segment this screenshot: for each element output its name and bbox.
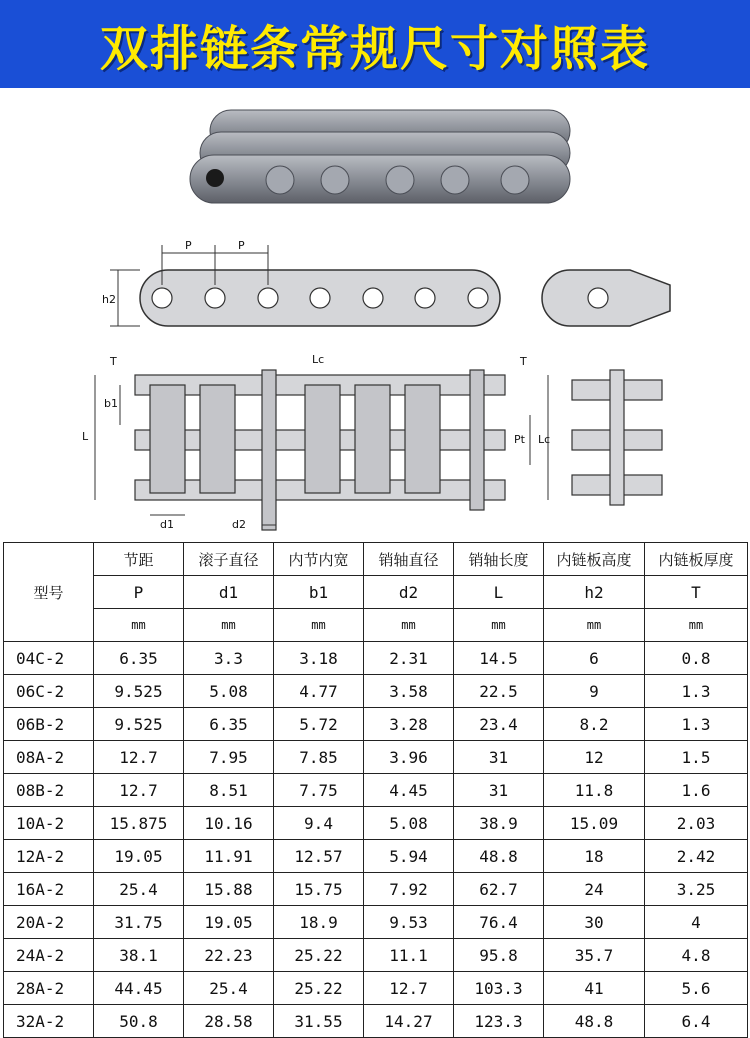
value-cell: 12.7	[364, 972, 454, 1005]
value-cell: 30	[544, 906, 645, 939]
label-b1: b1	[104, 397, 118, 410]
value-cell: 1.5	[645, 741, 748, 774]
value-cell: 7.85	[274, 741, 364, 774]
value-cell: 4	[645, 906, 748, 939]
value-cell: 3.28	[364, 708, 454, 741]
label-t-right: T	[520, 355, 527, 368]
col-symbol: P	[94, 576, 184, 609]
value-cell: 9.53	[364, 906, 454, 939]
table-row	[4, 675, 748, 708]
value-cell: 11.1	[364, 939, 454, 972]
model-cell: 32A-2	[4, 1005, 94, 1038]
col-symbol: h2	[544, 576, 645, 609]
col-unit: mm	[274, 609, 364, 642]
value-cell: 12.7	[94, 741, 184, 774]
value-cell: 6	[544, 642, 645, 675]
chain-photo	[170, 100, 590, 220]
table-row	[4, 840, 748, 873]
value-cell: 4.8	[645, 939, 748, 972]
value-cell: 25.22	[274, 972, 364, 1005]
value-cell: 76.4	[454, 906, 544, 939]
col-unit: mm	[364, 609, 454, 642]
value-cell: 5.94	[364, 840, 454, 873]
value-cell: 4.77	[274, 675, 364, 708]
value-cell: 95.8	[454, 939, 544, 972]
value-cell: 25.4	[184, 972, 274, 1005]
value-cell: 14.27	[364, 1005, 454, 1038]
col-name: 滚子直径	[184, 543, 274, 576]
value-cell: 38.1	[94, 939, 184, 972]
col-symbol: L	[454, 576, 544, 609]
value-cell: 25.4	[94, 873, 184, 906]
col-name: 节距	[94, 543, 184, 576]
value-cell: 9.525	[94, 675, 184, 708]
value-cell: 6.35	[184, 708, 274, 741]
header-name-row	[4, 543, 748, 576]
header-unit-row	[4, 609, 748, 642]
table-row	[4, 939, 748, 972]
header-symbol-row	[4, 576, 748, 609]
value-cell: 38.9	[454, 807, 544, 840]
col-symbol: d2	[364, 576, 454, 609]
value-cell: 7.92	[364, 873, 454, 906]
col-symbol: d1	[184, 576, 274, 609]
value-cell: 9.525	[94, 708, 184, 741]
value-cell: 3.96	[364, 741, 454, 774]
value-cell: 25.22	[274, 939, 364, 972]
title-banner	[0, 0, 750, 88]
value-cell: 48.8	[454, 840, 544, 873]
model-cell: 06C-2	[4, 675, 94, 708]
value-cell: 15.875	[94, 807, 184, 840]
value-cell: 22.23	[184, 939, 274, 972]
value-cell: 6.4	[645, 1005, 748, 1038]
table-row	[4, 807, 748, 840]
value-cell: 18.9	[274, 906, 364, 939]
value-cell: 1.6	[645, 774, 748, 807]
model-cell: 12A-2	[4, 840, 94, 873]
label-t-left: T	[110, 355, 117, 368]
value-cell: 18	[544, 840, 645, 873]
table-row	[4, 873, 748, 906]
label-p2: P	[238, 239, 245, 252]
model-cell: 06B-2	[4, 708, 94, 741]
col-unit: mm	[184, 609, 274, 642]
value-cell: 11.8	[544, 774, 645, 807]
value-cell: 31	[454, 741, 544, 774]
value-cell: 3.25	[645, 873, 748, 906]
model-cell: 10A-2	[4, 807, 94, 840]
page-title: 双排链条常规尺寸对照表	[99, 20, 650, 77]
value-cell: 3.58	[364, 675, 454, 708]
value-cell: 31	[454, 774, 544, 807]
value-cell: 103.3	[454, 972, 544, 1005]
col-symbol: b1	[274, 576, 364, 609]
table-row	[4, 906, 748, 939]
table-row	[4, 774, 748, 807]
value-cell: 14.5	[454, 642, 544, 675]
value-cell: 2.03	[645, 807, 748, 840]
label-l: L	[82, 430, 89, 443]
value-cell: 10.16	[184, 807, 274, 840]
value-cell: 31.55	[274, 1005, 364, 1038]
table-row	[4, 708, 748, 741]
value-cell: 22.5	[454, 675, 544, 708]
value-cell: 5.08	[364, 807, 454, 840]
label-p1: P	[185, 239, 192, 252]
value-cell: 9.4	[274, 807, 364, 840]
table-row	[4, 1005, 748, 1038]
label-pt: Pt	[514, 433, 525, 446]
value-cell: 5.72	[274, 708, 364, 741]
table-row	[4, 741, 748, 774]
label-lc1: Lc	[312, 353, 325, 366]
value-cell: 0.8	[645, 642, 748, 675]
model-cell: 08A-2	[4, 741, 94, 774]
dimension-table-wrapper	[3, 542, 747, 1036]
value-cell: 19.05	[184, 906, 274, 939]
value-cell: 31.75	[94, 906, 184, 939]
col-name: 内链板高度	[544, 543, 645, 576]
col-name: 内链板厚度	[645, 543, 748, 576]
value-cell: 28.58	[184, 1005, 274, 1038]
label-d2: d2	[232, 518, 246, 531]
col-unit: mm	[94, 609, 184, 642]
value-cell: 41	[544, 972, 645, 1005]
value-cell: 8.2	[544, 708, 645, 741]
value-cell: 123.3	[454, 1005, 544, 1038]
col-unit: mm	[645, 609, 748, 642]
col-unit: mm	[454, 609, 544, 642]
value-cell: 23.4	[454, 708, 544, 741]
value-cell: 1.3	[645, 708, 748, 741]
value-cell: 62.7	[454, 873, 544, 906]
model-cell: 04C-2	[4, 642, 94, 675]
value-cell: 3.18	[274, 642, 364, 675]
label-d1: d1	[160, 518, 174, 531]
model-cell: 16A-2	[4, 873, 94, 906]
model-cell: 20A-2	[4, 906, 94, 939]
dimension-table	[3, 542, 748, 1038]
value-cell: 2.42	[645, 840, 748, 873]
value-cell: 11.91	[184, 840, 274, 873]
model-cell: 24A-2	[4, 939, 94, 972]
label-h2: h2	[102, 293, 116, 306]
label-lc2: Lc	[538, 433, 551, 446]
value-cell: 48.8	[544, 1005, 645, 1038]
value-cell: 15.09	[544, 807, 645, 840]
value-cell: 15.88	[184, 873, 274, 906]
value-cell: 50.8	[94, 1005, 184, 1038]
value-cell: 5.6	[645, 972, 748, 1005]
value-cell: 4.45	[364, 774, 454, 807]
col-name: 内节内宽	[274, 543, 364, 576]
value-cell: 19.05	[94, 840, 184, 873]
value-cell: 44.45	[94, 972, 184, 1005]
value-cell: 7.75	[274, 774, 364, 807]
model-header: 型号	[4, 543, 94, 642]
value-cell: 3.3	[184, 642, 274, 675]
value-cell: 15.75	[274, 873, 364, 906]
col-name: 销轴长度	[454, 543, 544, 576]
value-cell: 7.95	[184, 741, 274, 774]
value-cell: 12.57	[274, 840, 364, 873]
value-cell: 2.31	[364, 642, 454, 675]
value-cell: 12	[544, 741, 645, 774]
chain-dimension-diagram	[0, 225, 750, 540]
table-row	[4, 642, 748, 675]
value-cell: 6.35	[94, 642, 184, 675]
value-cell: 9	[544, 675, 645, 708]
col-unit: mm	[544, 609, 645, 642]
value-cell: 1.3	[645, 675, 748, 708]
value-cell: 24	[544, 873, 645, 906]
table-row	[4, 972, 748, 1005]
col-name: 销轴直径	[364, 543, 454, 576]
value-cell: 5.08	[184, 675, 274, 708]
col-symbol: T	[645, 576, 748, 609]
value-cell: 12.7	[94, 774, 184, 807]
model-cell: 08B-2	[4, 774, 94, 807]
value-cell: 35.7	[544, 939, 645, 972]
model-cell: 28A-2	[4, 972, 94, 1005]
value-cell: 8.51	[184, 774, 274, 807]
